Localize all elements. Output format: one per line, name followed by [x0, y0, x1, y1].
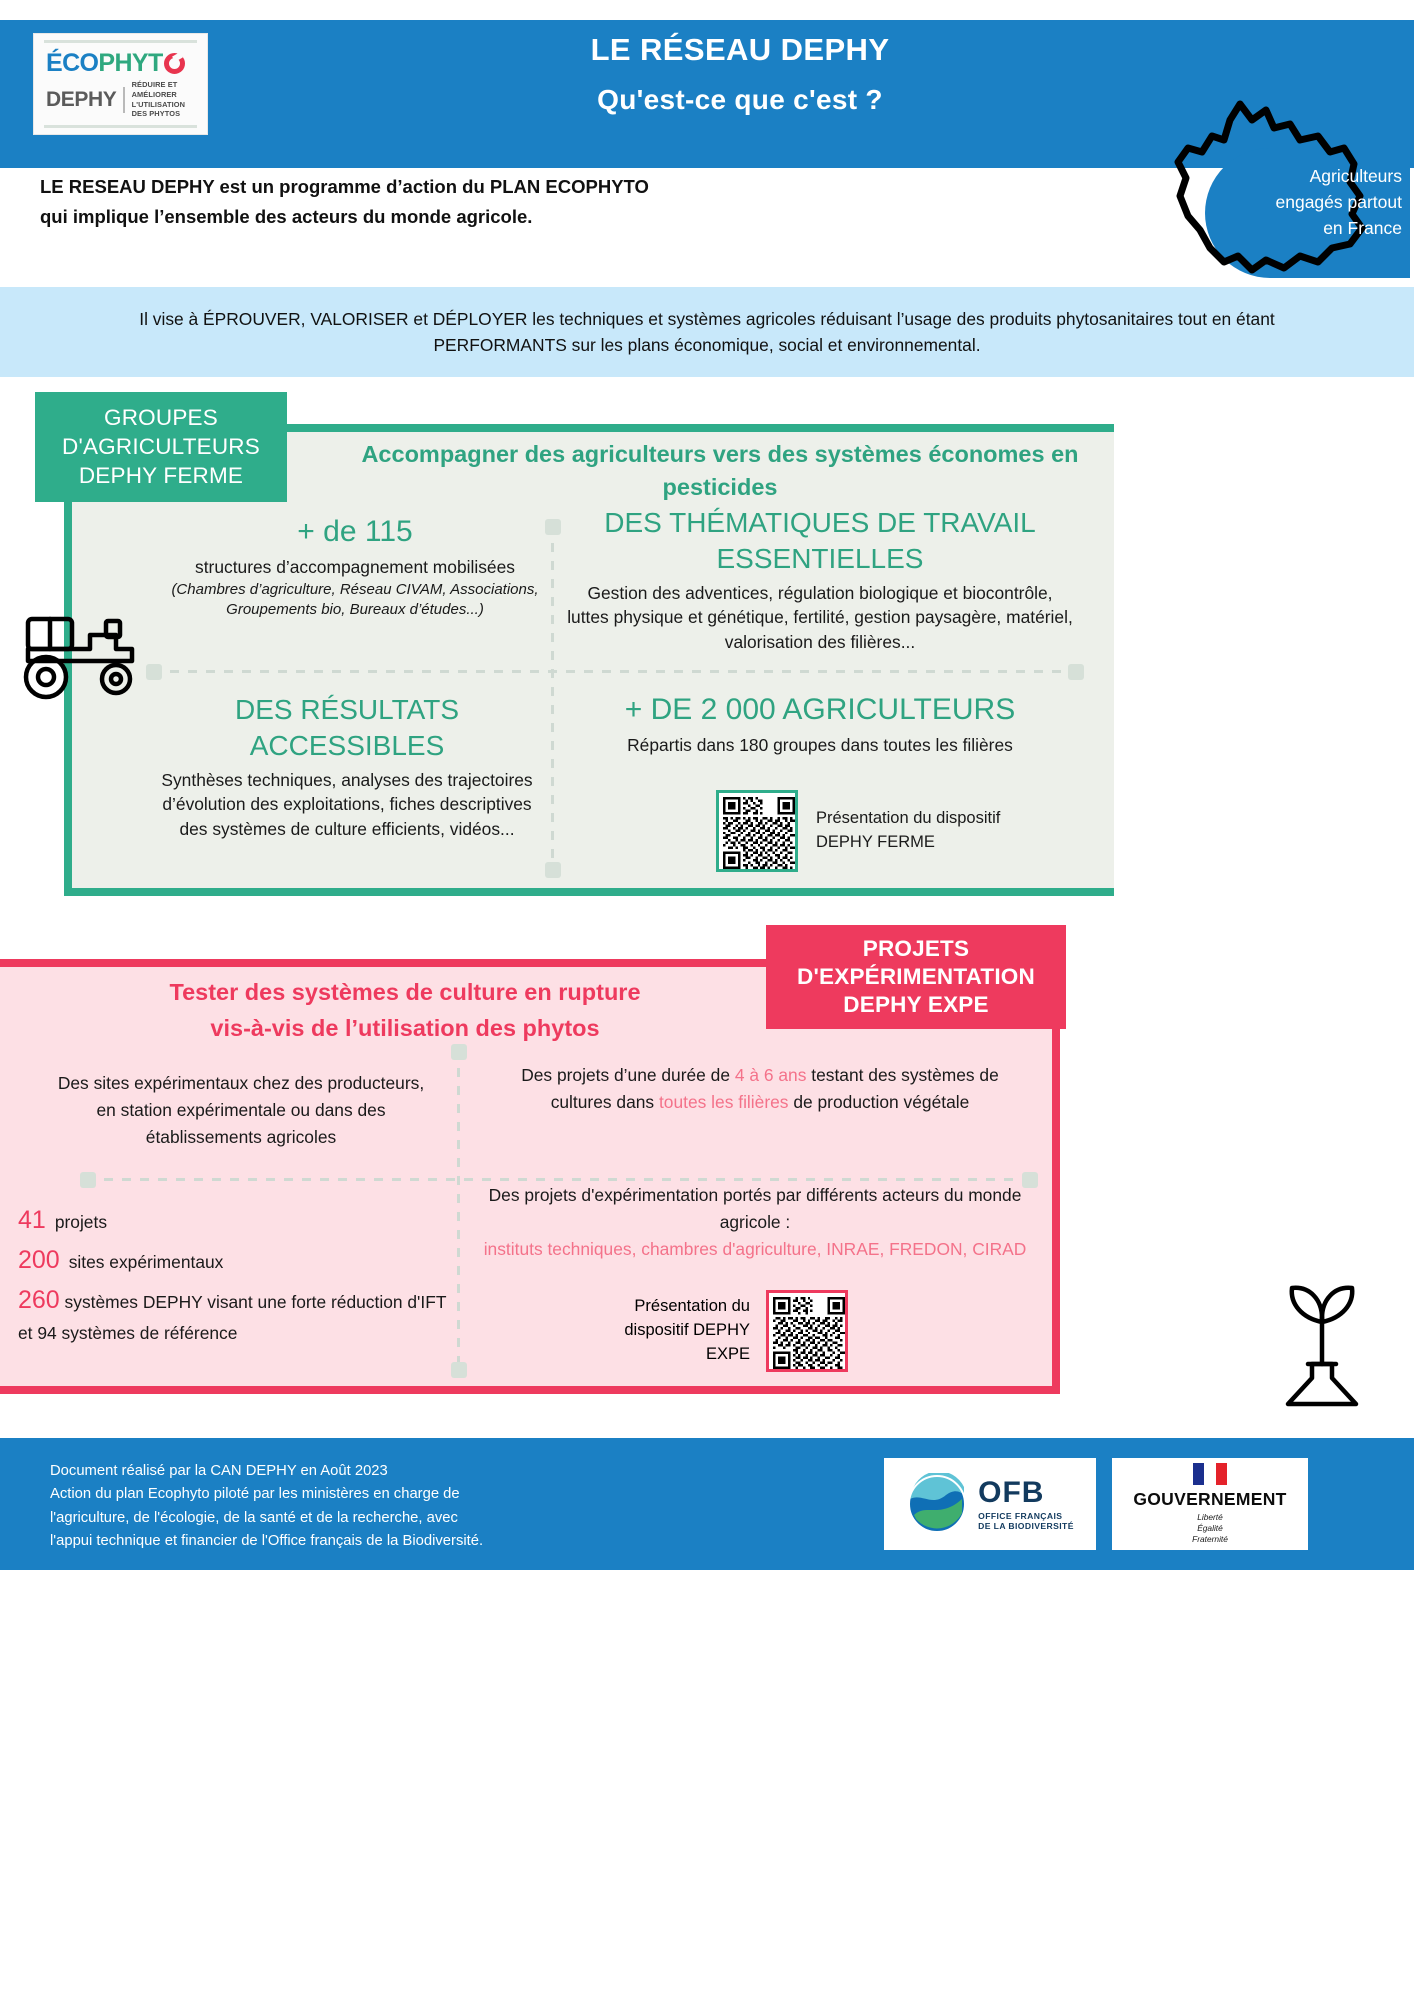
- ofb-globe-icon: [906, 1473, 968, 1535]
- footer-line2: Action du plan Ecophyto piloté par les ministères en charge de: [50, 1486, 460, 1503]
- gouvernement-logo: [1112, 1458, 1308, 1550]
- expe-heading-line2: vis-à-vis de l’utilisation des phytos: [210, 1015, 600, 1042]
- logo-top-rule: [44, 40, 197, 43]
- ferme-vertical-divider: [551, 525, 554, 870]
- dephy-ferme-badge: [35, 392, 287, 502]
- expe-horizontal-divider: [86, 1178, 1036, 1181]
- page-title-line2: Qu'est-ce que c'est ?: [597, 84, 883, 115]
- mission-banner: [0, 287, 1414, 377]
- ferme-badge-line1: GROUPES: [104, 405, 218, 430]
- logo-wordmark-dephy: [46, 80, 197, 119]
- qr-code-dephy-ferme[interactable]: [716, 790, 798, 872]
- footer-bar: [0, 1438, 1414, 1570]
- gouvernement-title: GOUVERNEMENT: [1133, 1489, 1287, 1510]
- acteurs-line2: instituts techniques, chambres d'agriculture, INRAE, FREDON, CIRAD: [483, 1238, 1027, 1259]
- ofb-title: OFB: [978, 1475, 1045, 1509]
- footer-credits: [50, 1460, 483, 1554]
- quadrant-resultats: [152, 692, 542, 842]
- map-badge-text: [1202, 164, 1402, 242]
- expe-qr-row[interactable]: [600, 1290, 848, 1372]
- logo-bottom-rule: [44, 125, 197, 128]
- stat-sites-num: 200: [18, 1246, 60, 1274]
- duree-highlight2: toutes les filières: [658, 1091, 789, 1112]
- page-title: [240, 0, 1240, 148]
- tractor-icon: [12, 605, 152, 700]
- divider-dot-bottom: [545, 862, 561, 878]
- quadrant-structures: [160, 514, 550, 621]
- intro-paragraph: [40, 172, 800, 232]
- thematiques-body: Gestion des adventices, régulation biologique et biocontrôle, luttes physique et génétique, fertilité, gestion paysagère, matériel, valorisation des filières...: [567, 582, 1073, 653]
- map-badge-line2: engagés partout: [1275, 191, 1402, 212]
- expe-divider-dot-top: [451, 1044, 467, 1060]
- stat-row-sites: [18, 1240, 458, 1280]
- mission-text: Il vise à ÉPROUVER, VALORISER et DÉPLOYER les techniques et systèmes agricoles réduisant l’usage des produits phytosanitaires tout en étant PERFORMANTS sur les plans économique, social et environnemental.: [139, 308, 1275, 355]
- footer-line3: l'agriculture, de l'écologie, de la santé et de la recherche, avec: [50, 1509, 458, 1526]
- gouvernement-motto: Liberté Égalité Fraternité: [1192, 1512, 1228, 1544]
- expe-divider-dot-bottom: [451, 1362, 467, 1378]
- stat-projets-num: 41: [18, 1206, 46, 1234]
- ofb-subtitle: OFFICE FRANÇAIS DE LA BIODIVERSITÉ: [978, 1510, 1074, 1531]
- ferme-horizontal-divider: [152, 670, 1082, 673]
- intro-line1: LE RESEAU DEPHY est un programme d’action du PLAN ECOPHYTO: [40, 176, 649, 197]
- ferme-qr-caption: [816, 807, 1000, 855]
- stat-systemes-num: 260: [18, 1286, 60, 1314]
- expe-heading-line1: Tester des systèmes de culture en rupture: [169, 979, 641, 1005]
- ferme-qr-row[interactable]: [716, 790, 1000, 872]
- duree-highlight: 4 à 6 ans: [734, 1065, 807, 1085]
- logo-tagline-line1: RÉDUIRE ET AMÉLIORER: [131, 79, 178, 99]
- stat-sites-label: sites expérimentaux: [68, 1252, 224, 1272]
- structures-body: structures d’accompagnement mobilisées: [195, 557, 515, 577]
- resultats-title: DES RÉSULTATS ACCESSIBLES: [234, 694, 460, 761]
- ecophyto-dephy-logo: [33, 33, 208, 135]
- stat-systemes-text: systèmes DEPHY visant une forte réduction d'IFT et 94 systèmes de référence: [18, 1292, 447, 1343]
- ofb-logo: [884, 1458, 1096, 1550]
- logo-eco-text: ÉCO: [46, 48, 99, 77]
- expe-stats-block: [18, 1200, 458, 1348]
- ferme-section-heading: Accompagner des agriculteurs vers des systèmes économes en pesticides: [361, 441, 1079, 501]
- ferme-badge-line3: DEPHY FERME: [78, 463, 244, 488]
- logo-tagline-line2: L'UTILISATION DES PHYTOS: [131, 99, 186, 119]
- thematiques-title: DES THÉMATIQUES DE TRAVAIL ESSENTIELLES: [604, 507, 1036, 574]
- duree-post: de production végétale: [788, 1091, 970, 1112]
- logo-divider: [123, 87, 124, 113]
- expe-qr-caption: Présentation du dispositif DEPHY EXPE: [624, 1297, 750, 1363]
- map-badge-line1: Agriculteurs: [1309, 166, 1402, 186]
- logo-phyt-text: PHYT: [98, 48, 163, 77]
- expe-badge-line3: DEPHY EXPE: [843, 992, 989, 1017]
- stat-row-projets: [18, 1200, 458, 1240]
- stat-projets-label: projets: [54, 1212, 108, 1232]
- stat-row-systemes: [18, 1280, 458, 1348]
- footer-line1: Document réalisé par la CAN DEPHY en Août 2023: [50, 1463, 388, 1479]
- ferme-qr-caption-line2: DEPHY FERME: [816, 833, 935, 851]
- logo-tagline: [132, 80, 197, 119]
- french-flag-icon: [1193, 1463, 1227, 1485]
- expe-badge-line1: PROJETS: [862, 936, 970, 961]
- expe-right-border: [1052, 1025, 1060, 1394]
- resultats-body: Synthèses techniques, analyses des trajectoires d’évolution des exploitations, fiches descriptives des systèmes de culture efficients, vidéos...: [161, 769, 533, 840]
- logo-dephy-text: DEPHY: [46, 87, 117, 111]
- ferme-qr-caption-line1: Présentation du dispositif: [816, 809, 1001, 828]
- intro-line2: qui implique l’ensemble des acteurs du monde agricole.: [40, 205, 533, 227]
- dephy-expe-badge: [766, 925, 1066, 1029]
- agriculteurs-title: + DE 2 000 AGRICULTEURS: [624, 693, 1016, 726]
- acteurs-line1: Des projets d'expérimentation portés par différents acteurs du monde agricole :: [488, 1185, 1022, 1232]
- agriculteurs-body: Répartis dans 180 groupes dans toutes les filières: [627, 735, 1013, 755]
- quadrant-thematiques: [565, 505, 1075, 655]
- map-badge-line3: en France: [1323, 217, 1402, 238]
- structures-count: + de 115: [297, 515, 413, 548]
- expe-section-heading: [60, 974, 750, 1047]
- expe-duree-text: [490, 1062, 1030, 1116]
- recycle-arrow-icon: [164, 53, 185, 74]
- expe-divider-dot-left: [80, 1172, 96, 1188]
- logo-wordmark-ecophyto: [46, 49, 197, 78]
- expe-acteurs-text: [470, 1182, 1040, 1263]
- expe-badge-line2: D'EXPÉRIMENTATION: [797, 964, 1035, 989]
- quadrant-agriculteurs: [565, 692, 1075, 758]
- ferme-badge-line2: D'AGRICULTEURS: [62, 434, 260, 459]
- duree-pre: Des projets d’une durée de: [521, 1065, 735, 1085]
- france-map-graphic: [1140, 96, 1410, 286]
- divider-dot-right: [1068, 664, 1084, 680]
- page-title-line1: LE RÉSEAU DEPHY: [590, 32, 890, 67]
- expe-sites-text: Des sites expérimentaux chez des producteurs, en station expérimentale ou dans des établissements agricoles: [57, 1073, 425, 1147]
- plant-flask-icon: [1262, 1272, 1382, 1412]
- qr-code-dephy-expe[interactable]: [766, 1290, 848, 1372]
- duree-mid: testant des systèmes de cultures dans: [550, 1065, 999, 1112]
- structures-note: (Chambres d’agriculture, Réseau CIVAM, Associations, Groupements bio, Bureaux d’études...): [171, 580, 539, 619]
- footer-line4: l'appui technique et financier de l'Office français de la Biodiversité.: [50, 1533, 484, 1550]
